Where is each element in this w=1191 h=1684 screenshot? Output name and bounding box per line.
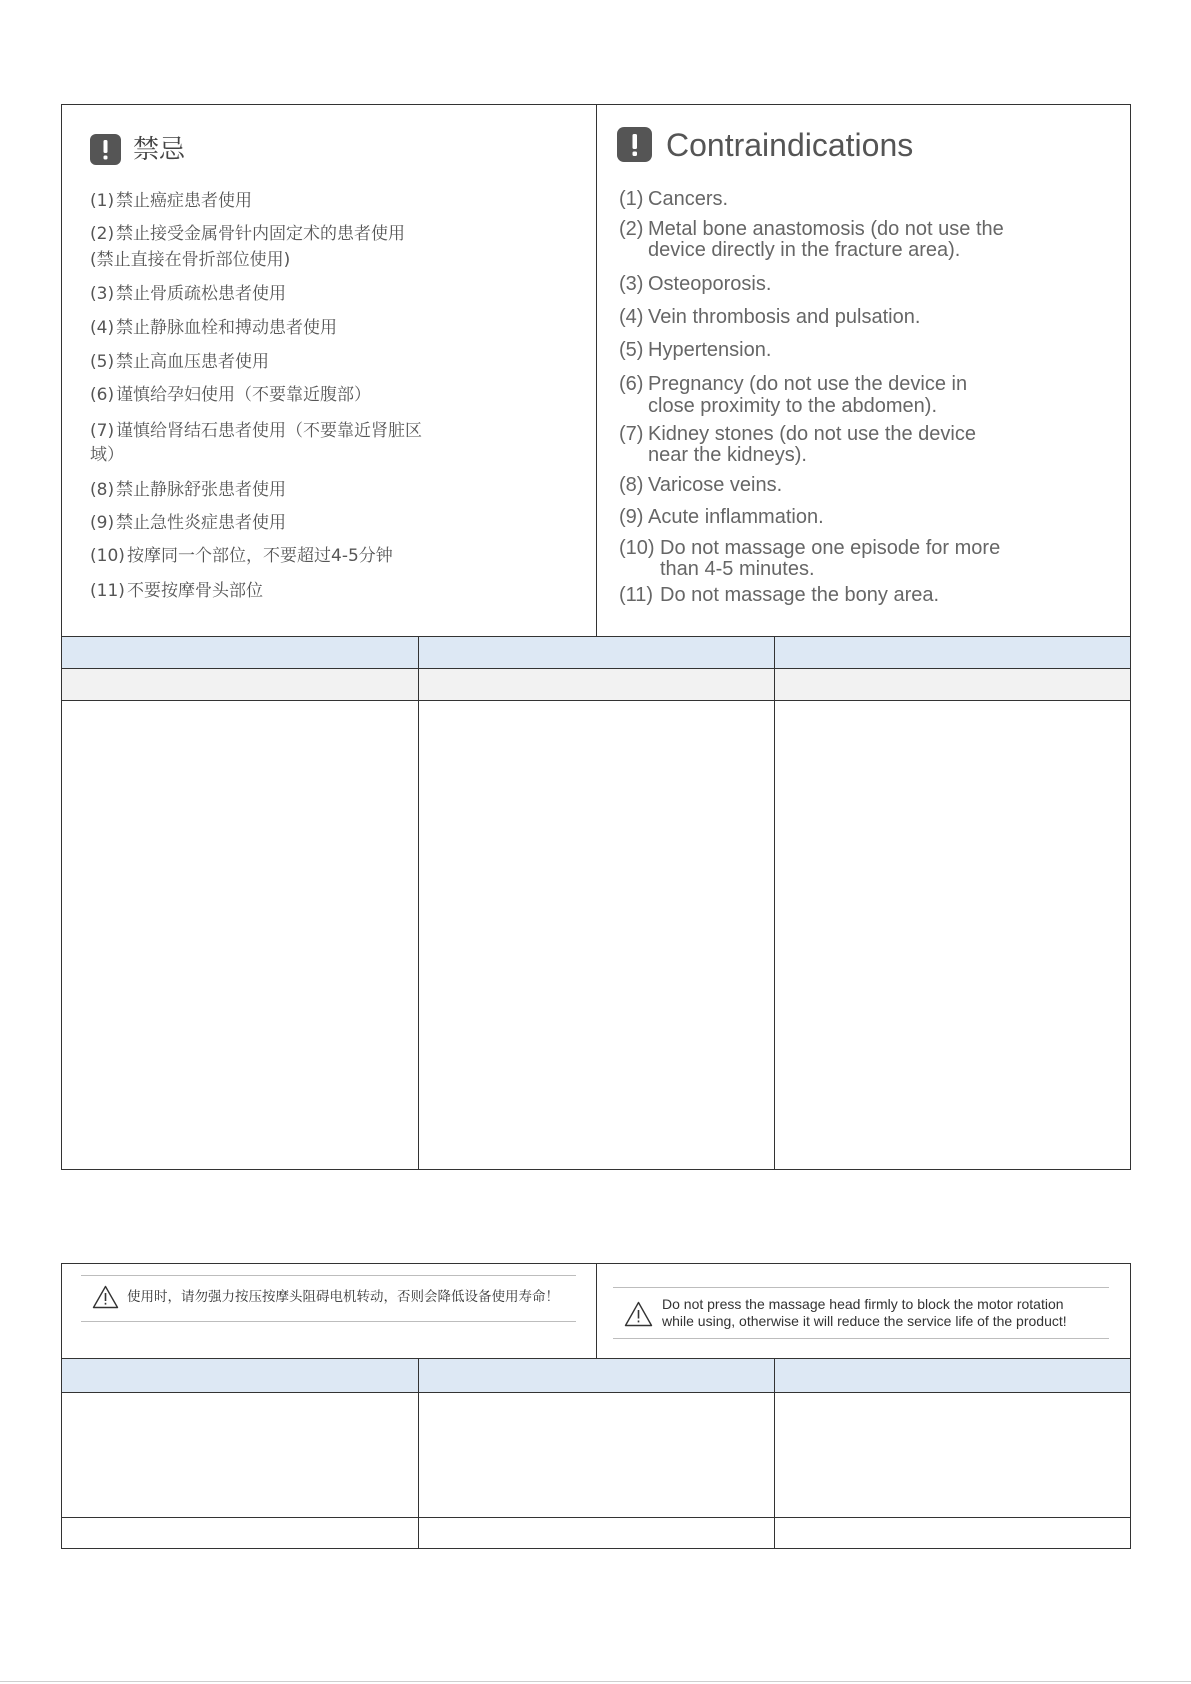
item-text: 禁止高血压患者使用 xyxy=(116,352,269,372)
zh-item xyxy=(90,480,286,500)
item-number: (10) xyxy=(90,546,125,566)
item-number: (11) xyxy=(90,581,125,601)
en-item-continuation: near the kidneys). xyxy=(648,444,807,466)
table1-row-line xyxy=(61,636,1130,637)
item-number: (6) xyxy=(90,385,115,405)
table1-row-line xyxy=(61,700,1130,701)
table1-col-divider xyxy=(418,636,419,1169)
item-number: (2) xyxy=(90,224,115,244)
zh-item xyxy=(90,352,269,372)
divider xyxy=(613,1338,1109,1339)
item-text: 禁止静脉血栓和搏动患者使用 xyxy=(116,318,337,338)
table1-col-divider xyxy=(774,636,775,1169)
table2-col-divider xyxy=(418,1358,419,1548)
item-text: Do not massage one episode for more xyxy=(660,537,1001,559)
table2-col-divider xyxy=(774,1358,775,1548)
item-number: (7) xyxy=(90,421,115,441)
item-number: (2) xyxy=(619,218,644,240)
item-text: Kidney stones (do not use the device xyxy=(648,423,976,445)
en-item xyxy=(619,272,771,296)
item-text: Osteoporosis. xyxy=(648,273,772,295)
item-text: Hypertension. xyxy=(648,339,772,361)
item-number: (10) xyxy=(619,537,655,559)
zh-item xyxy=(90,421,422,441)
item-number: (7) xyxy=(619,423,644,445)
en-item xyxy=(619,187,728,211)
item-text: 谨慎给肾结石患者使用（不要靠近肾脏区 xyxy=(116,421,422,441)
zh-item xyxy=(90,284,286,304)
item-text: Varicose veins. xyxy=(648,474,783,496)
item-number: (11) xyxy=(619,584,654,606)
item-number: (6) xyxy=(619,373,644,395)
item-text: 禁止骨质疏松患者使用 xyxy=(116,284,286,304)
divider xyxy=(613,1287,1109,1288)
item-text: Metal bone anastomosis (do not use the xyxy=(648,218,1004,240)
warning-triangle-icon xyxy=(624,1301,653,1327)
item-text: 谨慎给孕妇使用（不要靠近腹部） xyxy=(116,385,371,405)
en-item-continuation: than 4-5 minutes. xyxy=(660,558,815,580)
item-text: 禁止接受金属骨针内固定术的患者使用 xyxy=(116,224,405,244)
table1-top-divider xyxy=(596,104,597,636)
table1-row-line xyxy=(61,668,1130,669)
table2-row-line xyxy=(61,1517,1130,1518)
divider xyxy=(81,1275,576,1276)
zh-item xyxy=(90,318,337,338)
item-text: Do not massage the bony area. xyxy=(660,584,940,606)
en-item xyxy=(619,505,824,529)
item-number: (9) xyxy=(90,513,115,533)
en-item xyxy=(619,372,967,396)
item-number: (3) xyxy=(90,284,115,304)
exclamation-icon xyxy=(90,134,121,165)
item-text: Vein thrombosis and pulsation. xyxy=(648,306,921,328)
en-warning-line: while using, otherwise it will reduce the service life of the product! xyxy=(662,1313,1067,1329)
item-number: (5) xyxy=(90,352,115,372)
item-text: 禁止静脉舒张患者使用 xyxy=(116,480,286,500)
item-number: (4) xyxy=(90,318,115,338)
zh-section-title: 禁忌 xyxy=(133,135,186,165)
zh-item xyxy=(90,191,252,211)
zh-item xyxy=(90,224,405,244)
en-item-continuation: device directly in the fracture area). xyxy=(648,239,961,261)
item-text: 按摩同一个部位，不要超过4-5分钟 xyxy=(127,546,393,566)
en-warning-line: Do not press the massage head firmly to block the motor rotation xyxy=(662,1296,1064,1312)
zh-item-continuation: (禁止直接在骨折部位使用) xyxy=(90,250,291,270)
zh-item-continuation: 域） xyxy=(90,445,124,465)
en-item-continuation: close proximity to the abdomen). xyxy=(648,395,938,417)
en-item xyxy=(619,473,782,497)
item-number: (4) xyxy=(619,306,644,328)
zh-item xyxy=(90,385,371,405)
item-number: (5) xyxy=(619,339,644,361)
en-item xyxy=(619,338,771,362)
item-text: Acute inflammation. xyxy=(648,506,824,528)
item-number: (1) xyxy=(90,191,115,211)
item-number: (1) xyxy=(619,188,644,210)
en-item xyxy=(619,583,939,607)
table2-row-line xyxy=(61,1358,1130,1359)
table2-top-divider xyxy=(596,1263,597,1358)
page-bottom-edge xyxy=(0,1681,1191,1682)
item-number: (8) xyxy=(619,474,644,496)
item-number: (8) xyxy=(90,480,115,500)
table2-row-line xyxy=(61,1392,1130,1393)
divider xyxy=(81,1321,576,1322)
item-number: (9) xyxy=(619,506,644,528)
en-section-title: Contraindications xyxy=(666,127,914,163)
item-text: Pregnancy (do not use the device in xyxy=(648,373,968,395)
zh-item xyxy=(90,581,263,601)
item-number: (3) xyxy=(619,273,644,295)
en-item xyxy=(619,305,920,329)
exclamation-icon xyxy=(617,127,652,162)
item-text: 不要按摩骨头部位 xyxy=(127,581,263,601)
zh-item xyxy=(90,513,286,533)
item-text: 禁止急性炎症患者使用 xyxy=(116,513,286,533)
zh-warning-text: 使用时，请勿强力按压按摩头阻碍电机转动，否则会降低设备使用寿命！ xyxy=(127,1289,559,1305)
warning-triangle-icon xyxy=(92,1285,119,1309)
item-text: Cancers. xyxy=(648,188,729,210)
zh-item xyxy=(90,546,393,566)
item-text: 禁止癌症患者使用 xyxy=(116,191,252,211)
